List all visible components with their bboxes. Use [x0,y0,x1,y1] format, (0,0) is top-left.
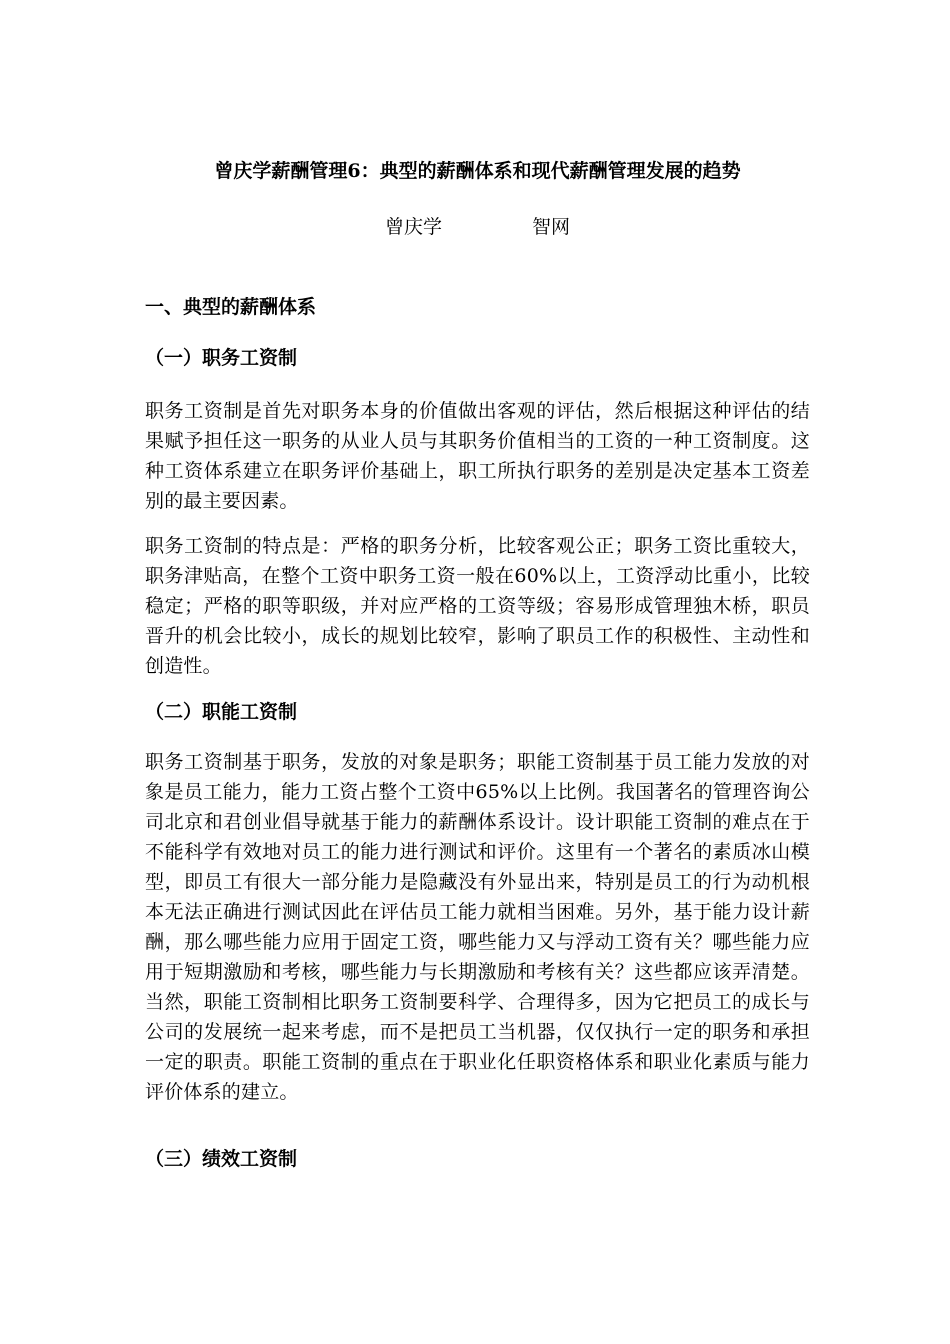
paragraph-2-1: 职务工资制基于职务，发放的对象是职务；职能工资制基于员工能力发放的对象是员工能力，能力工资占整个工资中65%以上比例。我国著名的管理咨询公司北京和君创业倡导就基于能力的薪酬体系设计。设计职能工资制的难点在于不能科学有效地对员工的能力进行测试和评价。这里有一个著名的素质冰山模型，即员工有很大一部分能力是隐藏没有外显出来，特别是员工的行为动机根本无法正确进行测试因此在评估员工能力就相当困难。另外，基于能力设计薪酬，那么哪些能力应用于固定工资，哪些能力又与浮动工资有关？哪些能力应用于短期激励和考核，哪些能力与长期激励和考核有关？这些都应该弄清楚。当然，职能工资制相比职务工资制要科学、合理得多，因为它把员工的成长与公司的发展统一起来考虑，而不是把员工当机器，仅仅执行一定的职务和承担一定的职责。职能工资制的重点在于职业化任职资格体系和职业化素质与能力评价体系的建立。 [145,751,810,1103]
byline-author: 曾庆学 [384,216,442,238]
byline-source: 智网 [532,216,571,238]
paragraph-1-1: 职务工资制是首先对职务本身的价值做出客观的评估，然后根据这种评估的结果赋予担任这一职务的从业人员与其职务价值相当的工资的一种工资制度。这种工资体系建立在职务评价基础上，职工所执行职务的差别是决定基本工资差别的最主要因素。 [145,400,810,512]
section-heading-1: 一、典型的薪酬体系 [145,296,317,318]
subsection-heading-2: （二）职能工资制 [145,701,298,723]
document-title: 曾庆学薪酬管理6：典型的薪酬体系和现代薪酬管理发展的趋势 [214,160,741,182]
byline [145,214,810,240]
subsection-heading-1: （一）职务工资制 [145,347,298,369]
subsection-heading-3: （三）绩效工资制 [145,1148,298,1170]
paragraph-1-2: 职务工资制的特点是：严格的职务分析，比较客观公正；职务工资比重较大，职务津贴高，在整个工资中职务工资一般在60%以上，工资浮动比重小，比较稳定；严格的职等职级，并对应严格的工资等级；容易形成管理独木桥，职员晋升的机会比较小，成长的规划比较窄，影响了职员工作的积极性、主动性和创造性。 [145,535,810,677]
